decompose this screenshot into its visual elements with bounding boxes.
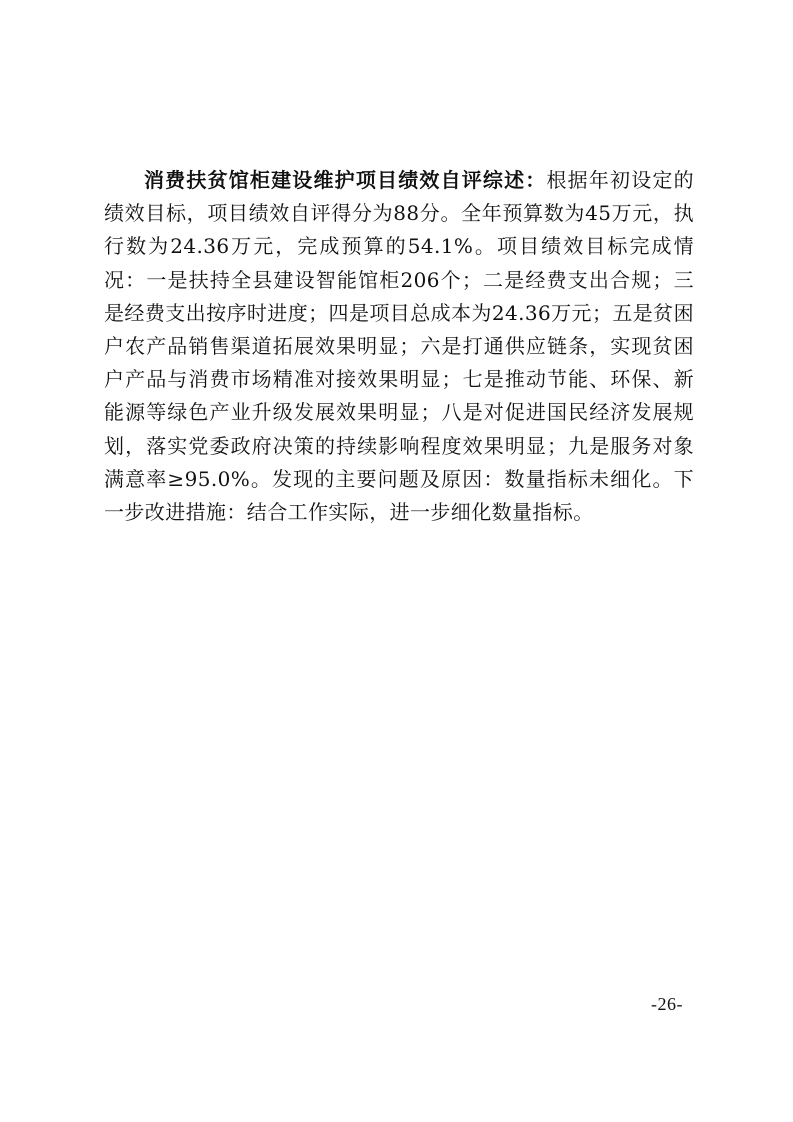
page-number: -26-	[651, 994, 683, 1014]
section-lead-colon: ：	[525, 168, 547, 192]
summary-body-text: 根据年初设定的绩效目标，项目绩效自评得分为88分。全年预算数为45万元，执行数为24.36万元，完成预算的54.1%。项目绩效目标完成情况：一是扶持全县建设智能馆柜206个；二是经费支出合规；三是经费支出按序时进度；四是项目总成本为24.36万元；五是贫困户农产品销售渠道拓展效果明显；六是打通供应链条，实现贫困户产品与消费市场精准对接效果明显；七是推动节能、环保、新能源等绿色产业升级发展效果明显；八是对促进国民经济发展规划，落实党委政府决策的持续影响程度效果明显；九是服务对象满意率≥95.0%。发现的主要问题及原因：数量指标未细化。下一步改进措施：结合工作实际，进一步细化数量指标。	[104, 168, 694, 525]
section-lead-title: 消费扶贫馆柜建设维护项目绩效自评综述	[144, 168, 526, 192]
summary-paragraph	[104, 164, 694, 529]
